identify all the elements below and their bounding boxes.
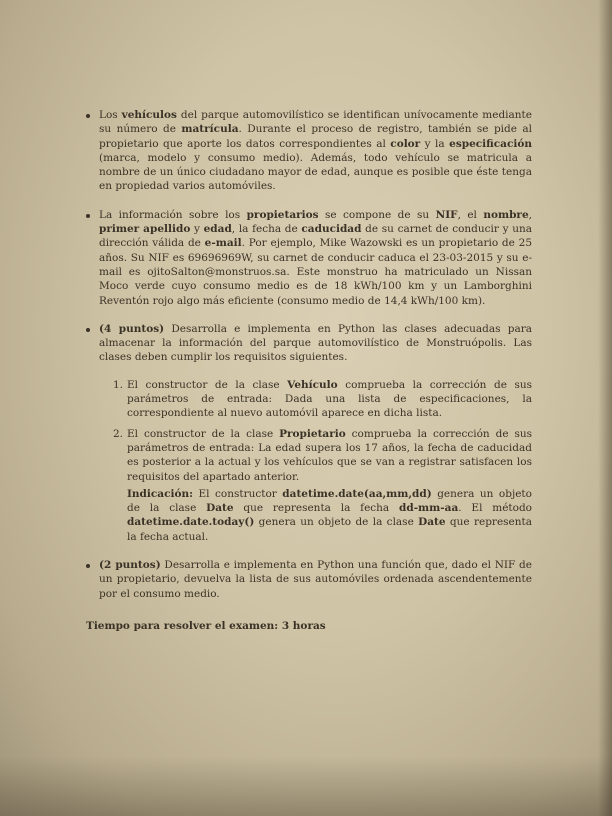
text-run: que representa la fecha	[233, 502, 400, 515]
paragraph	[99, 208, 532, 308]
bold-text: Vehículo	[287, 378, 338, 391]
bold-text: e-mail	[204, 237, 242, 250]
bold-text: primer apellido	[99, 223, 191, 236]
paragraph	[99, 322, 532, 365]
text-run: Desarrolla e implementa en Python una función que, dado el NIF de un propietario, devuelva la lista de sus automóviles ordenada ascendentemente por el consumo medio.	[99, 559, 532, 600]
bold-text: vehículos	[121, 109, 177, 121]
requirement-text	[127, 378, 532, 421]
bold-text: caducidad	[301, 223, 362, 236]
bold-text: nombre	[483, 208, 529, 221]
text-run: . Por ejemplo, Mike Wazowski es un propietario de 25 años. Su NIF es 69696969W, su carnet de conducir caduca el 23-03-2015 y su e-mail es ojitoSalton@monstruos.sa. Este monstruo ha matriculado un Nissan Moco verde cuyo consumo medio es de 18 kWh/100 km y un Lamborghini Reventón rojo algo más eficiente (consumo medio de 14,4 kWh/100 km).	[99, 237, 533, 307]
text-run: y la	[420, 137, 450, 150]
list-item	[86, 208, 532, 308]
text-run: genera un objeto de la clase	[254, 516, 419, 529]
text-run: El constructor de la clase	[127, 378, 288, 391]
list-item	[86, 108, 532, 194]
exam-text	[86, 108, 532, 633]
bold-text: datetime.date(aa,mm,dd)	[282, 487, 432, 500]
text-run: se compone de su	[318, 208, 436, 221]
item-number: 1.	[113, 378, 124, 391]
hint-text	[127, 487, 532, 544]
text-run: Desarrolla e implementa en Python las clases adecuadas para almacenar la información del parque automovilístico de Monstruópolis. Las clases deben cumplir los requisitos siguientes.	[99, 322, 533, 364]
text-run: y	[190, 223, 204, 236]
text-run: La información sobre los	[99, 208, 247, 221]
text-run: , el	[457, 208, 484, 221]
bullet-icon	[86, 328, 90, 332]
text-run: comprueba la corrección de sus parámetros de entrada: La edad supera los 17 años, la fecha de caducidad es posterior a la actual y los vehículos que se van a registrar satisfacen los requisitos del apartado anterior.	[127, 427, 532, 483]
bold-text: (2 puntos)	[99, 559, 161, 572]
bold-text: NIF	[435, 208, 458, 221]
bold-text: Indicación:	[127, 487, 193, 500]
numbered-list	[113, 378, 532, 544]
bold-text: datetime.date.today()	[127, 516, 255, 529]
item-number: 2.	[113, 427, 124, 440]
text-run: (marca, modelo y consumo medio). Además, todo vehículo se matricula a nombre de un único ciudadano mayor de edad, aunque es posible que éste tenga en propiedad varios automóviles.	[99, 151, 532, 193]
text-run: ,	[528, 208, 532, 221]
bold-text: (4 puntos)	[99, 322, 165, 335]
list-item	[86, 558, 532, 601]
bold-text: Date	[206, 502, 234, 515]
exam-time-note: Tiempo para resolver el examen: 3 horas	[86, 619, 326, 632]
bullet-icon	[86, 214, 90, 218]
bullet-icon	[86, 114, 90, 118]
bold-text: Propietario	[279, 427, 346, 440]
bold-text: Date	[418, 516, 446, 529]
text-run: genera un objeto de la clase	[127, 487, 532, 515]
text-run: del parque automovilístico se identifican unívocamente mediante su número de	[99, 109, 532, 136]
list-item	[86, 322, 532, 544]
bold-text: color	[390, 137, 421, 150]
text-run: El constructor	[192, 487, 283, 500]
bold-text: propietarios	[246, 208, 319, 221]
bullet-list	[86, 108, 532, 601]
bold-text: matrícula	[181, 123, 239, 136]
bold-text: especificación	[449, 137, 532, 150]
paragraph	[99, 108, 532, 194]
requirement-text	[127, 427, 532, 484]
page-edge-shadow	[598, 0, 612, 816]
text-run: de su carnet de conducir y una dirección válida de	[99, 223, 533, 250]
text-run: , la fecha de	[231, 223, 302, 236]
page-bottom-shadow	[0, 756, 612, 816]
text-run: El constructor de la clase	[127, 427, 280, 440]
bold-text: dd-mm-aa	[399, 502, 459, 515]
numbered-item	[113, 427, 532, 544]
text-run: comprueba la corrección de sus parámetros de entrada: Dada una lista de especificaciones, la correspondiente al nuevo automóvil aparece en dicha lista.	[127, 378, 532, 420]
paragraph	[99, 558, 532, 601]
text-run: . Durante el proceso de registro, también se pide al propietario que aporte los datos correspondientes al	[99, 123, 532, 150]
bullet-icon	[86, 564, 90, 568]
numbered-item	[113, 378, 532, 421]
bold-text: edad	[203, 223, 232, 236]
text-run: que representa la fecha actual.	[127, 516, 533, 543]
text-run: Los	[99, 109, 122, 121]
text-run: . El método	[458, 502, 532, 515]
